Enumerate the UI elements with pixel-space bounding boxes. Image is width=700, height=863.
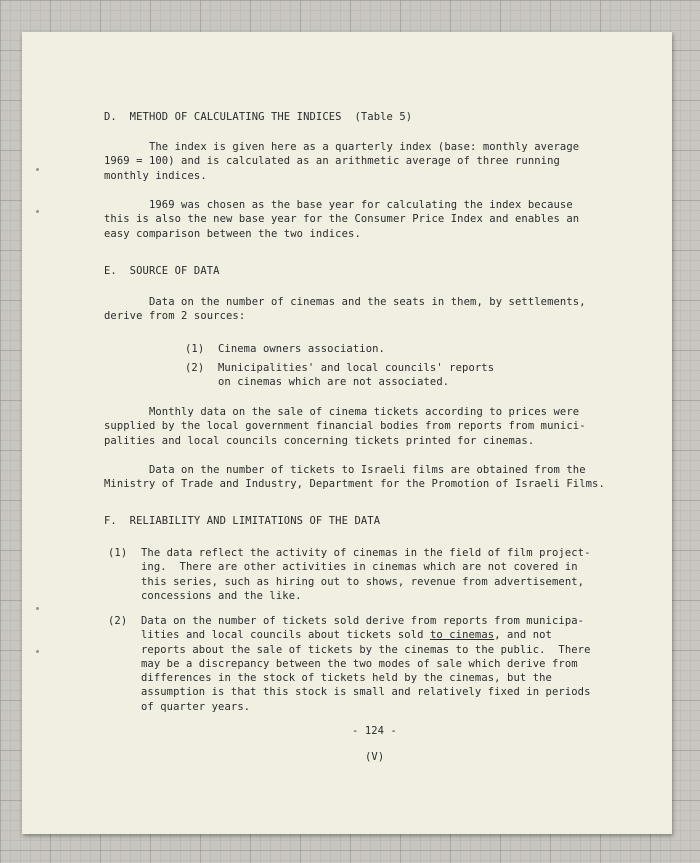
margin-mark [36,210,39,213]
document-page [22,32,672,834]
source-item-2-text: Municipalities' and local councils' reports on cinemas which are not associated. [218,362,495,389]
section-e-heading: E. SOURCE OF DATA [104,265,220,277]
reliability-item-2-number: (2) [108,615,128,627]
page-number: - 124 - [352,725,397,737]
section-d-paragraph-1: The index is given here as a quarterly index (base: monthly average 1969 = 100) and is calculated as an arithmetic average of three running monthly indices. [104,141,580,182]
reliability-item-1-number: (1) [108,547,128,559]
source-item-1-text: Cinema owners association. [218,343,385,355]
section-d-paragraph-2: 1969 was chosen as the base year for calculating the index because this is also the new base year for the Consumer Price Index and enables an easy comparison between the two indices. [104,199,580,240]
reliability-item-1-text: The data reflect the activity of cinemas in the field of film project- ing. There are other activities in cinemas which are not covered in this series, such as hiring out to shows, revenue from advertisement, concessions and the like. [141,547,591,602]
section-e-paragraph-israeli-films: Data on the number of tickets to Israeli films are obtained from the Ministry of Trade and Industry, Department for the Promotion of Israeli Films. [104,464,605,491]
margin-mark [36,650,39,653]
margin-mark [36,607,39,610]
section-f-heading: F. RELIABILITY AND LIMITATIONS OF THE DATA [104,515,381,527]
section-e-paragraph-monthly: Monthly data on the sale of cinema tickets according to prices were supplied by the local government financial bodies from reports from munici- palities and local councils concerning tickets printed for cinemas. [104,406,586,447]
section-e-intro: Data on the number of cinemas and the seats in them, by settlements, derive from 2 sources: [104,296,586,323]
source-item-2-number: (2) [185,362,205,374]
source-item-1-number: (1) [185,343,205,355]
reliability-item-2-text: Data on the number of tickets sold derive from reports from municipa- lities and local councils about tickets sold to cinemas, and not reports about the sale of tickets by the cinemas to the public. There may be a discrepancy between the two modes of sale which derive from differences in the stock of tickets held by the cinemas, but the assumption is that this stock is small and relatively fixed in periods of quarter years. [141,615,591,713]
margin-mark [36,168,39,171]
underlined-phrase: to cinemas [429,629,495,642]
section-d-heading: D. METHOD OF CALCULATING THE INDICES (Table 5) [104,111,413,123]
section-mark: (V) [365,751,385,763]
